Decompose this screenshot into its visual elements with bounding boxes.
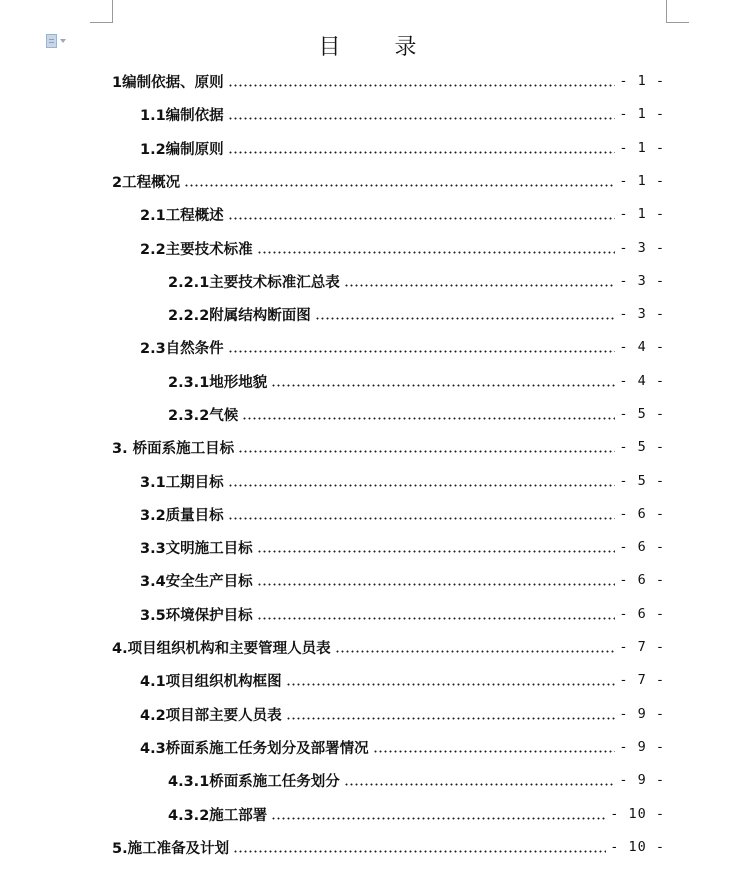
- toc-entry[interactable]: [140, 737, 665, 757]
- toc-dot-leader: [228, 471, 616, 491]
- toc-dot-leader: [257, 238, 616, 258]
- toc-entry-label: 1编制依据、原则: [112, 74, 224, 91]
- toc-entry-page: - 7 -: [619, 639, 665, 655]
- toc-entry-label: 4.3.1桥面系施工任务划分: [168, 773, 340, 790]
- toc-entry-page: - 1 -: [619, 173, 665, 189]
- toc-entry-label: 2.2.2附属结构断面图: [168, 307, 311, 324]
- toc-entry[interactable]: [140, 537, 665, 557]
- toc-dot-leader: [228, 71, 616, 91]
- toc-entry-page: - 6 -: [619, 606, 665, 622]
- toc-entry[interactable]: [168, 371, 665, 391]
- toc-entry-label: 3.2质量目标: [140, 507, 224, 524]
- toc-entry-label: 2.3.2气候: [168, 407, 239, 424]
- toc-entry[interactable]: [140, 104, 665, 124]
- toc-entry[interactable]: [140, 670, 665, 690]
- toc-entry-label: 2.3自然条件: [140, 340, 224, 357]
- toc-dot-leader: [344, 271, 616, 291]
- toc-entry-page: - 7 -: [619, 672, 665, 688]
- toc-entry-page: - 1 -: [619, 106, 665, 122]
- toc-entry[interactable]: [112, 71, 665, 91]
- toc-entry[interactable]: [140, 138, 665, 158]
- toc-title: 目 录: [318, 35, 433, 60]
- toc-dot-leader: [228, 504, 616, 524]
- toc-entry[interactable]: [140, 604, 665, 624]
- toc-dot-leader: [228, 104, 616, 124]
- toc-entry-label: 2.2主要技术标准: [140, 241, 253, 258]
- toc-dot-leader: [271, 371, 615, 391]
- toc-entry[interactable]: [168, 404, 665, 424]
- toc-entry-page: - 5 -: [619, 473, 665, 489]
- toc-dot-leader: [184, 171, 615, 191]
- toc-dot-leader: [373, 737, 616, 757]
- toc-entry[interactable]: [168, 804, 665, 824]
- toc-entry[interactable]: [140, 570, 665, 590]
- toc-entry-page: - 10 -: [610, 839, 665, 855]
- toc-entry-label: 2.1工程概述: [140, 207, 224, 224]
- toc-dot-leader: [335, 637, 616, 657]
- toc-entry-page: - 5 -: [619, 439, 665, 455]
- toc-entry-label: 1.1编制依据: [140, 107, 224, 124]
- toc-entry-page: - 4 -: [619, 339, 665, 355]
- page-corner-mark-left: [90, 0, 113, 23]
- toc-entry[interactable]: [140, 504, 665, 524]
- toc-entry-label: 5.施工准备及计划: [112, 840, 230, 857]
- toc-dot-leader: [344, 770, 616, 790]
- toc-entry-page: - 1 -: [619, 206, 665, 222]
- toc-entry-label: 3. 桥面系施工目标: [112, 440, 235, 457]
- toc-entry-page: - 9 -: [619, 706, 665, 722]
- toc-entry-page: - 3 -: [619, 240, 665, 256]
- toc-entry-label: 2.2.1主要技术标准汇总表: [168, 274, 340, 291]
- toc-entry[interactable]: [140, 204, 665, 224]
- toc-entry-page: - 9 -: [619, 772, 665, 788]
- toc-entry-page: - 10 -: [610, 806, 665, 822]
- toc-entry[interactable]: [140, 704, 665, 724]
- page-corner-mark-right: [666, 0, 689, 23]
- toc-entry-page: - 6 -: [619, 572, 665, 588]
- toc-entry-label: 2.3.1地形地貌: [168, 374, 268, 391]
- toc-dot-leader: [242, 404, 615, 424]
- toc-entry-label: 4.3桥面系施工任务划分及部署情况: [140, 740, 369, 757]
- toc-entry[interactable]: [168, 770, 665, 790]
- toc-entry-page: - 1 -: [619, 140, 665, 156]
- toc-entry[interactable]: [112, 637, 665, 657]
- toc-dot-leader: [257, 604, 616, 624]
- toc-entry[interactable]: [112, 437, 665, 457]
- toc-entry-label: 4.3.2施工部署: [168, 807, 268, 824]
- toc-entry-page: - 6 -: [619, 539, 665, 555]
- toc-dot-leader: [257, 537, 616, 557]
- toc-entry-page: - 9 -: [619, 739, 665, 755]
- toc-entry-label: 2工程概况: [112, 174, 181, 191]
- toc-entry-label: 3.5环境保护目标: [140, 607, 253, 624]
- toc-entry-page: - 4 -: [619, 373, 665, 389]
- toc-entry-label: 4.2项目部主要人员表: [140, 707, 282, 724]
- toc-dot-leader: [286, 704, 616, 724]
- toc-dot-leader: [228, 138, 616, 158]
- toc-entry-label: 3.3文明施工目标: [140, 540, 253, 557]
- toc-entry[interactable]: [112, 171, 665, 191]
- toc-entry-label: 4.项目组织机构和主要管理人员表: [112, 640, 331, 657]
- toc-entry-label: 1.2编制原则: [140, 141, 224, 158]
- toc-dot-leader: [315, 304, 616, 324]
- toc-dot-leader: [233, 837, 606, 857]
- toc-dot-leader: [238, 437, 615, 457]
- toc-entry-page: - 3 -: [619, 306, 665, 322]
- toc-dot-leader: [271, 804, 606, 824]
- toc-dot-leader: [286, 670, 616, 690]
- toc-entry[interactable]: [168, 271, 665, 291]
- toc-dot-leader: [228, 204, 616, 224]
- toc-entry-page: - 6 -: [619, 506, 665, 522]
- toc-entry[interactable]: [140, 471, 665, 491]
- toc-entry[interactable]: [112, 837, 665, 857]
- toc-entry-page: - 1 -: [619, 73, 665, 89]
- toc-entry[interactable]: [140, 337, 665, 357]
- toc-entry-label: 4.1项目组织机构框图: [140, 673, 282, 690]
- toc-dot-leader: [257, 570, 616, 590]
- toc-entry-label: 3.4安全生产目标: [140, 573, 253, 590]
- toc-entry-label: 3.1工期目标: [140, 474, 224, 491]
- toc-entry-page: - 5 -: [619, 406, 665, 422]
- toc-dot-leader: [228, 337, 616, 357]
- toc-entry[interactable]: [140, 238, 665, 258]
- toc-entry-page: - 3 -: [619, 273, 665, 289]
- toc-entry[interactable]: [168, 304, 665, 324]
